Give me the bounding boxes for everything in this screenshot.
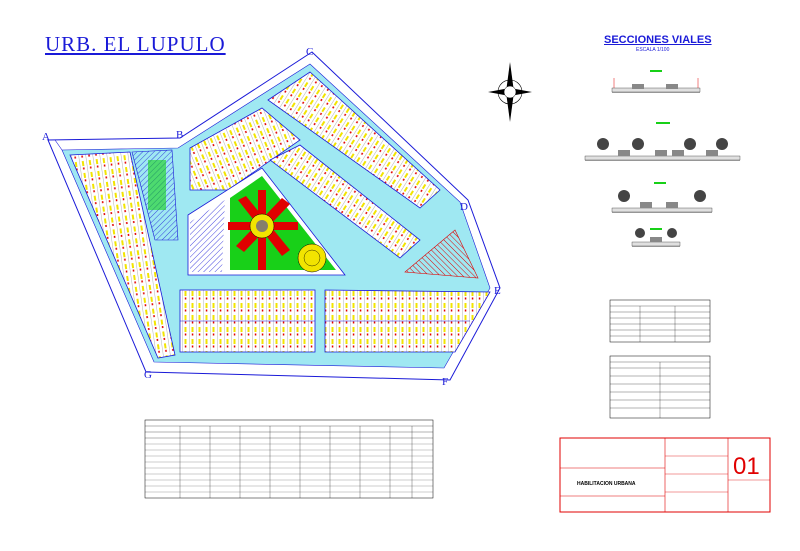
point-b: B xyxy=(176,129,184,141)
point-g: G xyxy=(144,369,152,381)
area-table-lower xyxy=(610,356,710,418)
lots-table xyxy=(145,420,433,498)
drawing-title: URB. EL LUPULO xyxy=(45,32,226,56)
point-a: A xyxy=(42,131,50,143)
section-d xyxy=(632,228,680,246)
road-sections xyxy=(585,70,740,246)
section-c xyxy=(612,182,712,212)
sheet-number: 01 xyxy=(733,453,760,480)
point-f: F xyxy=(442,376,449,388)
section-a xyxy=(612,70,700,92)
title-block xyxy=(560,438,770,512)
point-d: D xyxy=(460,201,468,213)
section-b xyxy=(585,122,740,160)
title-block-project: HABILITACION URBANA xyxy=(577,481,636,487)
sections-scale: ESCALA 1/100 xyxy=(636,47,670,53)
point-c: C xyxy=(306,46,314,58)
area-table-upper xyxy=(610,300,710,342)
north-arrow-icon xyxy=(488,62,532,122)
point-e: E xyxy=(494,285,501,297)
sections-title: SECCIONES VIALES xyxy=(604,34,712,46)
block-lower-right xyxy=(325,290,490,352)
block-lower-left xyxy=(180,290,315,352)
